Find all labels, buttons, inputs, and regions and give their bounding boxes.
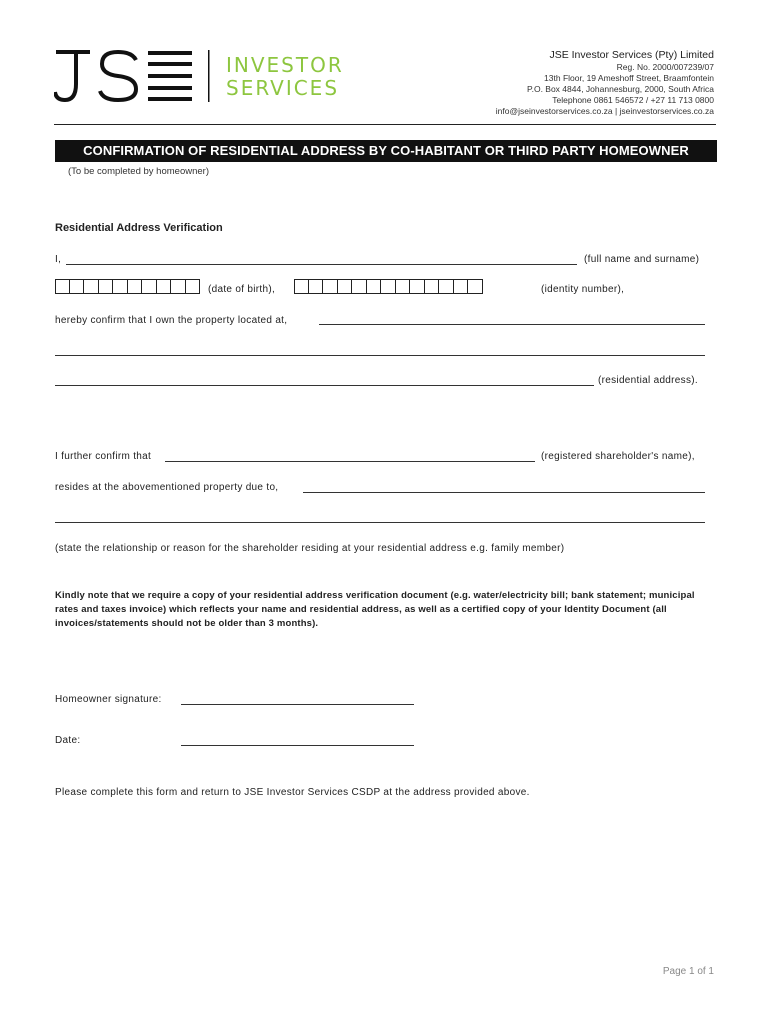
dob-digit-box[interactable] — [70, 279, 85, 294]
id-digit-box[interactable] — [323, 279, 338, 294]
logo-line-services: SERVICES — [226, 76, 340, 100]
reg-number: Reg. No. 2000/007239/07 — [616, 62, 714, 72]
property-address-field-1[interactable] — [319, 324, 705, 325]
i-label: I, — [55, 254, 62, 265]
dob-digit-box[interactable] — [157, 279, 172, 294]
id-digit-box[interactable] — [410, 279, 425, 294]
dob-digit-box[interactable] — [142, 279, 157, 294]
id-digit-box[interactable] — [439, 279, 454, 294]
header-divider — [54, 124, 716, 125]
id-digit-box[interactable] — [468, 279, 483, 294]
company-name: JSE Investor Services (Pty) Limited — [549, 49, 714, 61]
id-digit-box[interactable] — [352, 279, 367, 294]
dob-digit-box[interactable] — [128, 279, 143, 294]
id-digit-box[interactable] — [367, 279, 382, 294]
shareholder-name-field[interactable] — [165, 461, 535, 462]
logo-wordmark — [226, 54, 344, 100]
id-digit-box[interactable] — [454, 279, 469, 294]
reason-field-2[interactable] — [55, 522, 705, 523]
resides-text: resides at the abovementioned property due to, — [55, 482, 279, 493]
full-name-field[interactable] — [66, 264, 577, 265]
signature-field[interactable] — [181, 704, 414, 705]
dob-digit-box[interactable] — [84, 279, 99, 294]
shareholder-label: (registered shareholder's name), — [541, 451, 695, 462]
page-number: Page 1 of 1 — [662, 966, 714, 977]
document-requirement-note: Kindly note that we require a copy of your residential address verification document (e.g. water/electricity bill; bank statement; municipal rates and taxes invoice) which reflects your name and residential address, as well as a certified copy of your Identity Document (all invoices/statements should not be older than 3 months). — [55, 590, 695, 629]
property-address-field-3[interactable] — [55, 385, 594, 386]
logo-line-investor: INVESTOR — [226, 53, 344, 77]
signature-label: Homeowner signature: — [55, 694, 162, 705]
residential-address-label: (residential address). — [598, 375, 698, 386]
email-links[interactable]: info@jseinvestorservices.co.za | jseinvestorservices.co.za — [495, 106, 714, 116]
id-digit-box[interactable] — [309, 279, 324, 294]
dob-digit-box[interactable] — [171, 279, 186, 294]
return-instruction: Please complete this form and return to JSE Investor Services CSDP at the address provided above. — [55, 787, 530, 798]
date-label: Date: — [55, 735, 81, 746]
date-of-birth-boxes[interactable] — [55, 279, 200, 294]
reason-field-1[interactable] — [303, 492, 705, 493]
street-address: 13th Floor, 19 Ameshoff Street, Braamfontein — [544, 73, 714, 83]
identity-number-boxes[interactable] — [294, 279, 483, 294]
id-digit-box[interactable] — [425, 279, 440, 294]
date-field[interactable] — [181, 745, 414, 746]
relationship-note: (state the relationship or reason for the shareholder residing at your residential address e.g. family member) — [55, 543, 565, 554]
id-digit-box[interactable] — [396, 279, 411, 294]
id-digit-box[interactable] — [381, 279, 396, 294]
company-details — [496, 48, 714, 117]
dob-digit-box[interactable] — [186, 279, 201, 294]
id-number-label: (identity number), — [541, 284, 625, 295]
id-digit-box[interactable] — [338, 279, 353, 294]
further-confirm-text: I further confirm that — [55, 451, 152, 462]
section-heading: Residential Address Verification — [55, 222, 223, 234]
id-digit-box[interactable] — [294, 279, 309, 294]
full-name-label: (full name and surname) — [584, 254, 700, 265]
jse-logo — [54, 50, 354, 104]
dob-digit-box[interactable] — [113, 279, 128, 294]
confirm-property-text: hereby confirm that I own the property located at, — [55, 315, 288, 326]
postal-address: P.O. Box 4844, Johannesburg, 2000, South Africa — [527, 84, 714, 94]
dob-digit-box[interactable] — [55, 279, 70, 294]
dob-label: (date of birth), — [208, 284, 276, 295]
form-subtitle: (To be completed by homeowner) — [68, 166, 209, 177]
property-address-field-2[interactable] — [55, 355, 705, 356]
telephone: Telephone 0861 546572 / +27 11 713 0800 — [552, 95, 714, 105]
form-title: CONFIRMATION OF RESIDENTIAL ADDRESS BY CO-HABITANT OR THIRD PARTY HOMEOWNER — [55, 140, 717, 162]
dob-digit-box[interactable] — [99, 279, 114, 294]
